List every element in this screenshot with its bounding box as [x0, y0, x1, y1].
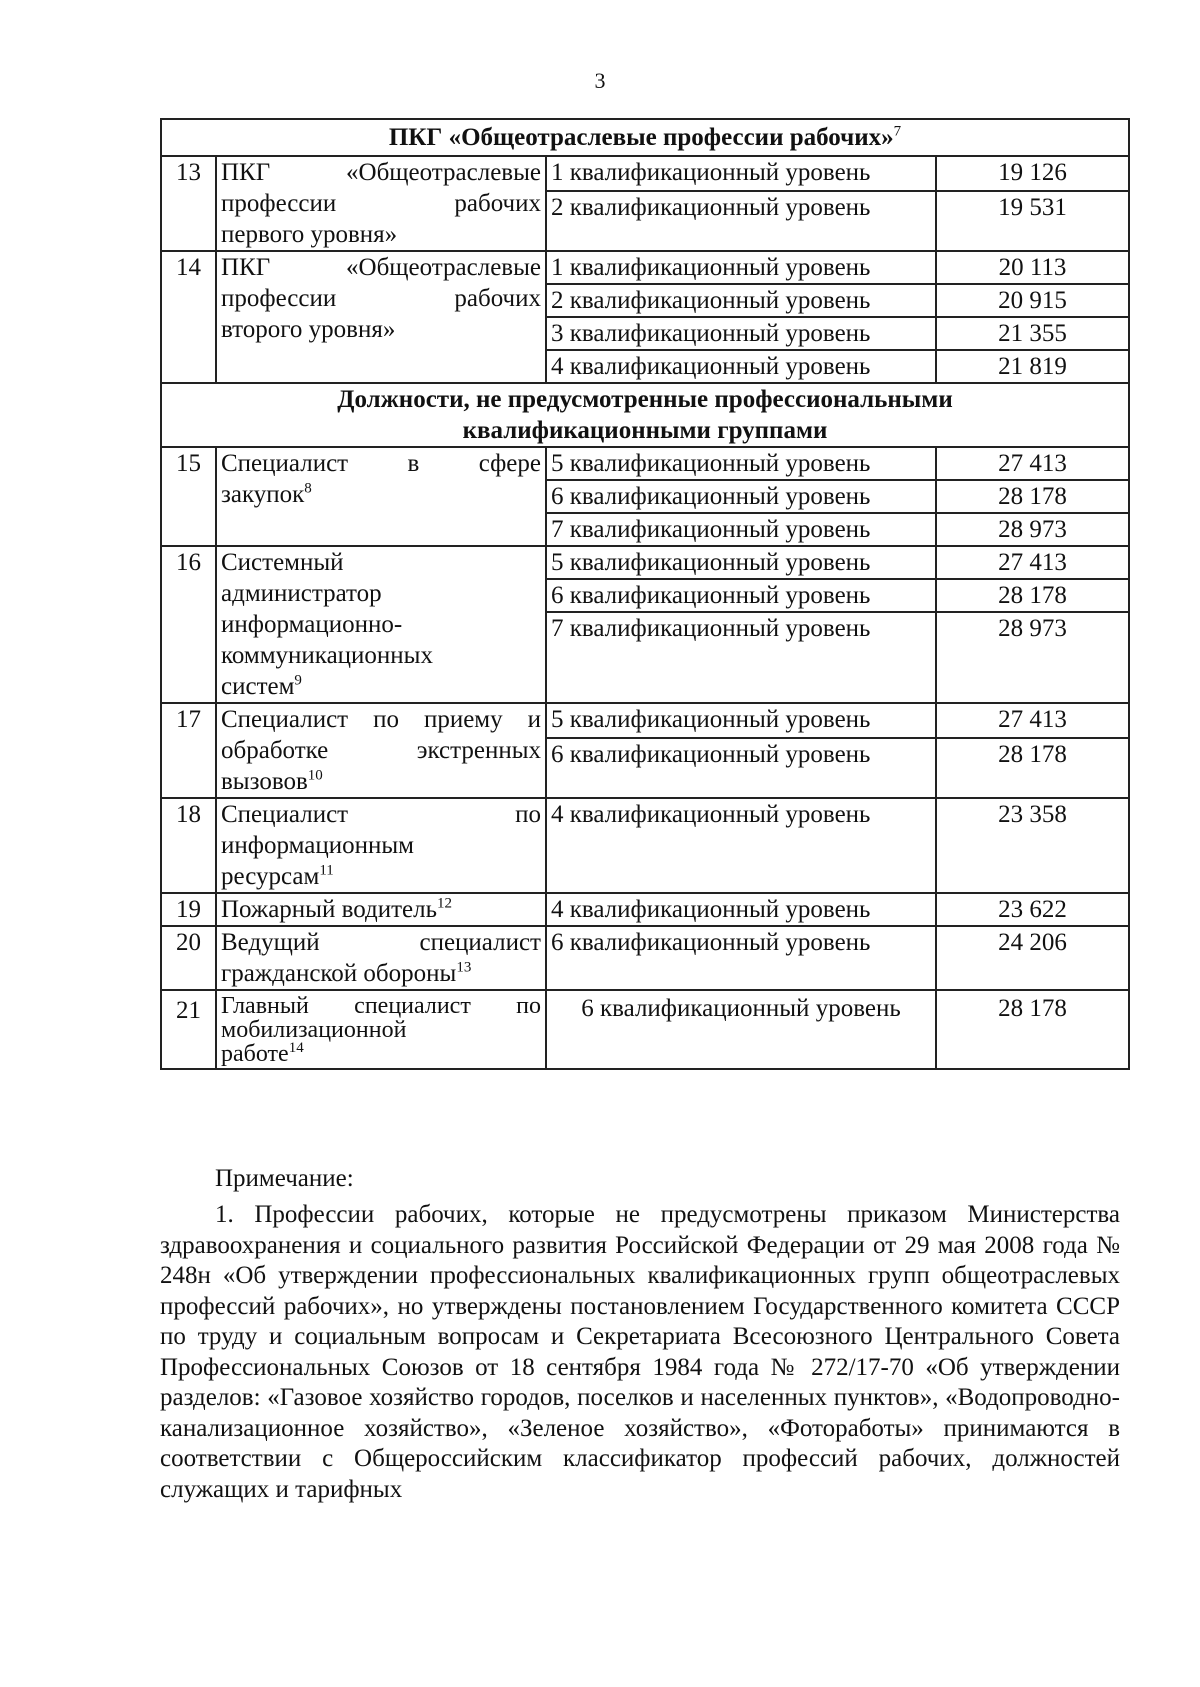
footnote-ref: 11: [319, 862, 334, 879]
row-number: 13: [161, 156, 216, 251]
footnote-ref: 14: [288, 1040, 304, 1056]
salary-value: 28 973: [936, 612, 1129, 703]
table-row: [161, 156, 1129, 191]
table-row: [161, 251, 1129, 284]
qualification-level: 6 квалификационный уровень: [546, 738, 936, 798]
row-number: 17: [161, 703, 216, 798]
row-number: 15: [161, 447, 216, 546]
position-name: Ведущий специалист гражданской обороны$^{13}$: [216, 926, 546, 990]
section-header-row: [161, 383, 1129, 447]
qualification-level: 4 квалификационный уровень: [546, 798, 936, 893]
position-name: Специалист по информационным ресурсам$^{11}$: [216, 798, 546, 893]
salary-value: 28 178: [936, 480, 1129, 513]
note-title: Примечание:: [215, 1165, 354, 1192]
position-name: ПКГ «Общеотраслевые профессии рабочих первого уровня»: [216, 156, 546, 251]
qualification-level: 1 квалификационный уровень: [546, 156, 936, 191]
qualification-level: 1 квалификационный уровень: [546, 251, 936, 284]
qualification-level: 6 квалификационный уровень: [546, 990, 936, 1069]
qualification-level: 4 квалификационный уровень: [546, 350, 936, 383]
position-name: Главный специалист по мобилизационной работе$^{14}$: [216, 990, 546, 1069]
qualification-level: 2 квалификационный уровень: [546, 284, 936, 317]
section-header: ПКГ «Общеотраслевые профессии рабочих»$^7$: [161, 119, 1129, 156]
salary-value: 23 358: [936, 798, 1129, 893]
salary-value: 24 206: [936, 926, 1129, 990]
qualification-level: 5 квалификационный уровень: [546, 546, 936, 579]
qualification-level: 7 квалификационный уровень: [546, 513, 936, 546]
salary-value: 19 531: [936, 191, 1129, 251]
section-header-row: [161, 119, 1129, 156]
salary-table: [160, 118, 1130, 1070]
qualification-level: 6 квалификационный уровень: [546, 579, 936, 612]
footnote-ref: 13: [456, 959, 472, 976]
salary-value: 23 622: [936, 893, 1129, 926]
footnote-ref: 7: [893, 123, 902, 140]
table-row: [161, 546, 1129, 579]
note-body: [160, 1200, 1120, 1505]
qualification-level: 5 квалификационный уровень: [546, 447, 936, 480]
salary-value: 27 413: [936, 546, 1129, 579]
table-row: [161, 798, 1129, 893]
salary-value: 21 819: [936, 350, 1129, 383]
table-row: [161, 893, 1129, 926]
salary-value: 28 178: [936, 990, 1129, 1069]
table-row: [161, 447, 1129, 480]
salary-value: 19 126: [936, 156, 1129, 191]
salary-value: 27 413: [936, 447, 1129, 480]
position-name: Системный администратор информационно- коммуникационных систем$^9$: [216, 546, 546, 703]
qualification-level: 6 квалификационный уровень: [546, 480, 936, 513]
position-name: ПКГ «Общеотраслевые профессии рабочих второго уровня»: [216, 251, 546, 383]
note-paragraph: 1. Профессии рабочих, которые не предусмотрены приказом Министерства здравоохранения и социального развития Российской Федерации от 29 мая 2008 года № 248н «Об утверждении профессиональных квалификационных групп общеотраслевых профессий рабочих», но утверждены постановлением Государственного комитета СССР по труду и социальным вопросам и Секретариата Всесоюзного Центрального Совета Профессиональных Союзов от 18 сентября 1984 года № 272/17-70 «Об утверждении разделов: «Газовое хозяйство городов, поселков и населенных пунктов», «Водопроводно-канализационное хозяйство», «Зеленое хозяйство», «Фотоработы» принимаются в соответствии с Общероссийским классификатор профессий рабочих, должностей служащих и тарифных: [160, 1201, 1120, 1503]
qualification-level: 6 квалификационный уровень: [546, 926, 936, 990]
table-row: [161, 926, 1129, 990]
footnote-ref: 10: [307, 767, 323, 784]
section-header: Должности, не предусмотренные профессиональными квалификационными группами: [161, 383, 1129, 447]
row-number: 20: [161, 926, 216, 990]
position-name: Пожарный водитель$^{12}$: [216, 893, 546, 926]
row-number: 16: [161, 546, 216, 703]
row-number: 14: [161, 251, 216, 383]
qualification-level: 5 квалификационный уровень: [546, 703, 936, 738]
position-name: Специалист по приему и обработке экстренных вызовов$^{10}$: [216, 703, 546, 798]
salary-value: 28 178: [936, 579, 1129, 612]
table-row: [161, 990, 1129, 1069]
qualification-level: 7 квалификационный уровень: [546, 612, 936, 703]
salary-value: 20 113: [936, 251, 1129, 284]
footnote-ref: 8: [304, 480, 312, 497]
salary-value: 20 915: [936, 284, 1129, 317]
footnote-ref: 9: [294, 672, 302, 689]
table-row: [161, 703, 1129, 738]
qualification-level: 2 квалификационный уровень: [546, 191, 936, 251]
row-number: 18: [161, 798, 216, 893]
row-number: 21: [161, 990, 216, 1069]
salary-value: 21 355: [936, 317, 1129, 350]
position-name: Специалист в сфере закупок$^8$: [216, 447, 546, 546]
salary-value: 27 413: [936, 703, 1129, 738]
page-number: 3: [594, 68, 606, 93]
salary-value: 28 178: [936, 738, 1129, 798]
salary-value: 28 973: [936, 513, 1129, 546]
qualification-level: 4 квалификационный уровень: [546, 893, 936, 926]
row-number: 19: [161, 893, 216, 926]
footnote-ref: 12: [437, 895, 453, 912]
qualification-level: 3 квалификационный уровень: [546, 317, 936, 350]
